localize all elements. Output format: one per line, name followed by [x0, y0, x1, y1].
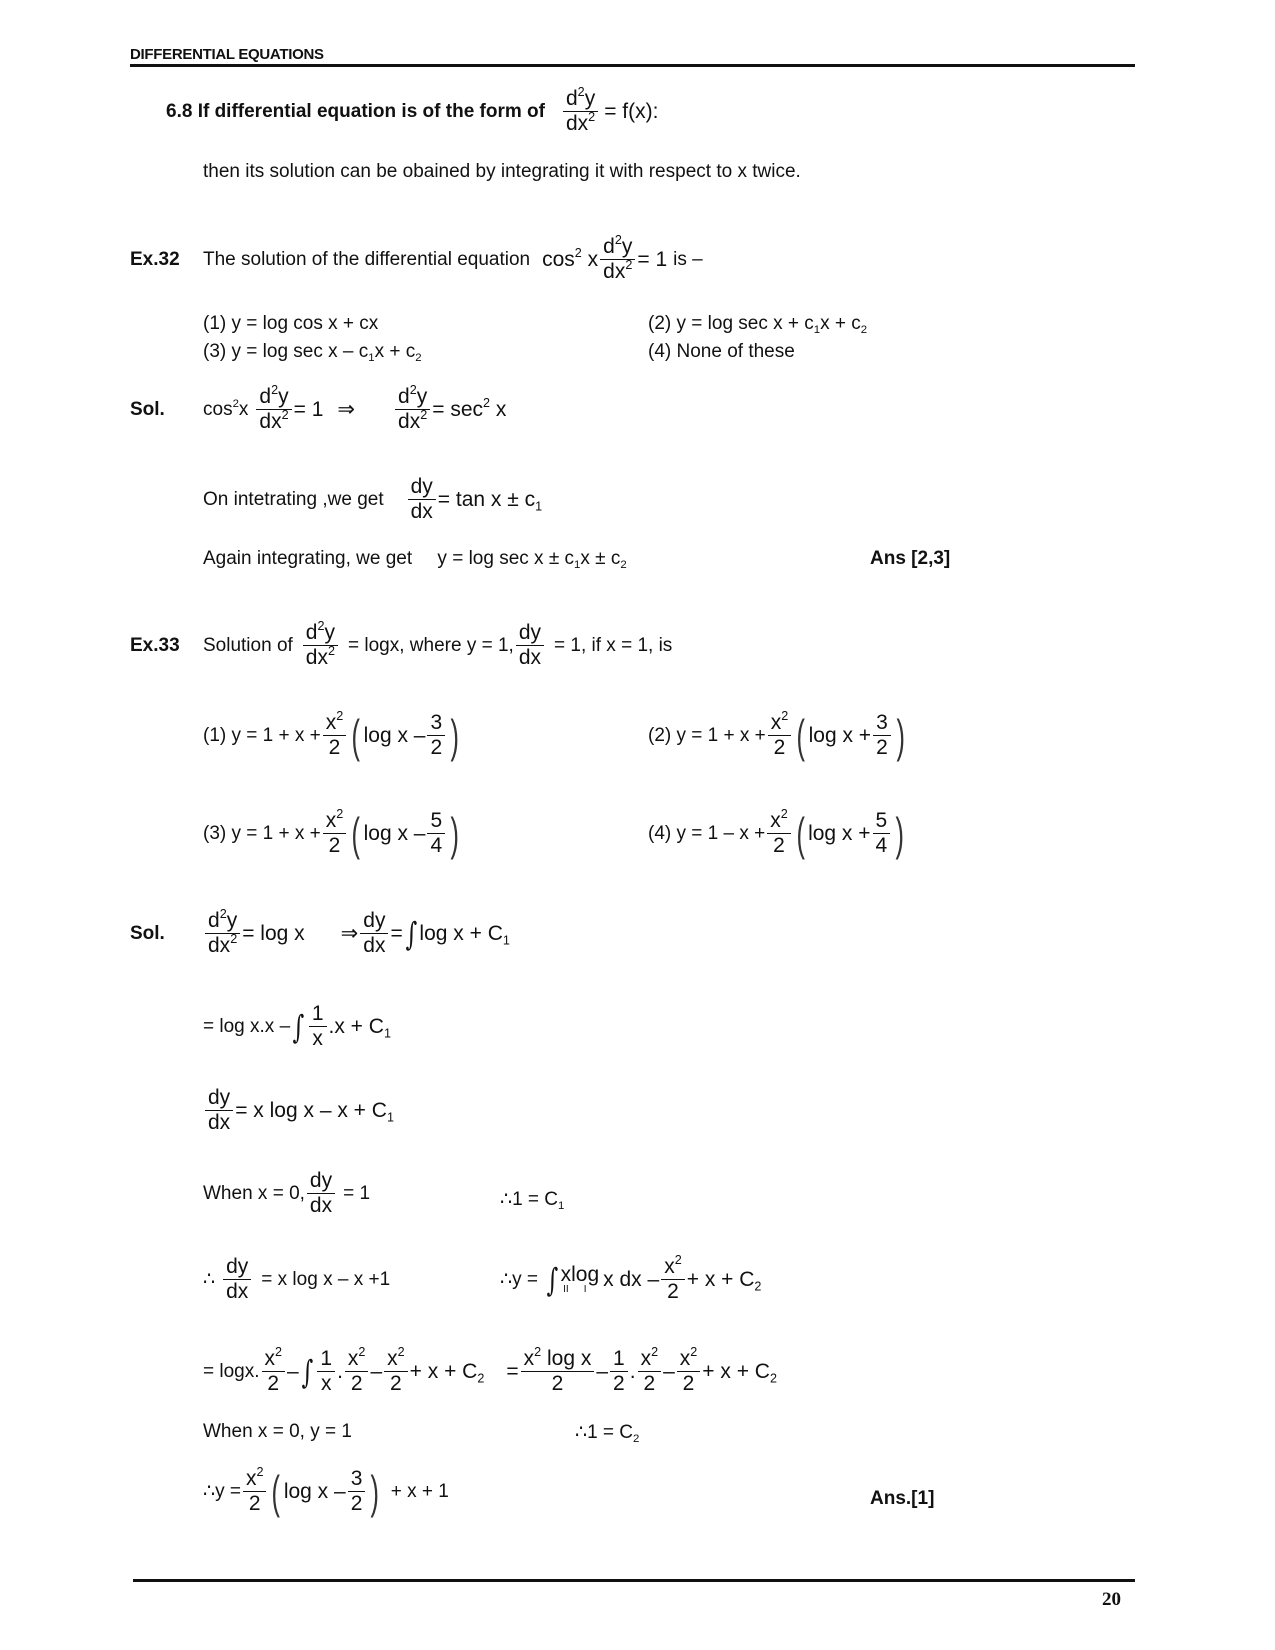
ex33-option-1: (1) y = 1 + x + $\frac{x^2}{2}$ ( log x – $\frac{3}{2}$ ): [203, 709, 460, 762]
integral-icon: ∫: [405, 914, 417, 953]
ex32-solution-line-2: [203, 476, 542, 523]
ex32-sol-fraction-2: $\frac{d^2y}{dx^2}$: [395, 386, 430, 433]
ex32-solution-line-3: Again integrating, we get $y = \log \sec x \pm c_1x \pm c_2$: [203, 548, 627, 571]
ex32-eq-prefix: $\cos^2 x$: [542, 245, 599, 271]
ex33-solution-line-1: Sol. $\frac{d^2y}{dx^2}$ = log x ⇒ $\frac{dy}{dx}$ = ∫ $\log x + C_1$: [130, 907, 510, 958]
ex32-eq-rhs: = 1: [637, 247, 668, 271]
ex32-solution-line-1: [130, 383, 507, 434]
equation-rhs: = f(x):: [604, 99, 659, 123]
ex33-q-mid: = logx, where y = 1,: [348, 634, 514, 656]
ex32-option-3: (3) $y = \log \sec x - c_1x + c_2$: [203, 341, 422, 364]
implies-icon: ⇒: [337, 398, 356, 422]
footer-rule: [133, 1579, 1135, 1582]
page-number: 20: [1102, 1589, 1121, 1610]
ex32-fraction: $\frac{d^2y}{dx^2}$: [600, 236, 635, 283]
section-description: then its solution can be obained by integrating it with respect to x twice.: [203, 161, 801, 182]
ex32-option-1: (1) y = log cos x + cx: [203, 313, 379, 334]
ex33-label: Ex.33: [130, 634, 180, 656]
ex33-option-3: (3) y = 1 + x + $\frac{x^2}{2}$ ( log x – $\frac{5}{4}$ ): [203, 807, 460, 860]
ex33-solution-line-2: = log x.x – ∫ $\frac{1}{x}$ $.x + C_1$: [203, 1002, 391, 1051]
ex33-q-pre: Solution of: [203, 634, 293, 656]
ex32-sol-rhs: = 1: [293, 397, 324, 421]
ex33-option-4: (4) y = 1 – x + $\frac{x^2}{2}$ ( log x + $\frac{5}{4}$ ): [648, 807, 905, 860]
ex33-c1-result: ∴1 = $C_1$: [500, 1189, 565, 1212]
ex33-solution-line-5-right: ∴y = ∫ x II log I x dx – $\frac{x^2}{2}$ + $x + C_2$: [500, 1253, 762, 1304]
integral-icon: ∫: [292, 1007, 305, 1046]
ex33-question: [130, 619, 673, 670]
ex33-q-post: = 1, if x = 1, is: [554, 634, 673, 656]
ex32-label: Ex.32: [130, 248, 180, 270]
ex32-answer: Ans [2,3]: [870, 548, 951, 569]
ex33-q-frac-1: $\frac{d^2y}{dx^2}$: [303, 622, 338, 669]
running-header: DIFFERENTIAL EQUATIONS: [130, 46, 324, 63]
implies-icon: ⇒: [340, 922, 359, 946]
ex33-q-frac-2: $\frac{dy}{dx}$: [516, 622, 544, 669]
ex33-solution-line-6: = logx. $\frac{x^2}{2}$ – ∫ $\frac{1}{x}$ . $\frac{x^2}{2}$ – $\frac{x^2}{2}$ + $x + C_2$ = $\frac{x^2 \log x}{2}$ – $\frac{1}{2}$ . $\frac{x^2}{2}$ – $\frac{x^2}{2}$ + $x + C_2$: [203, 1345, 777, 1396]
integral-icon: ∫: [546, 1260, 559, 1299]
ex33-solution-line-7: When x = 0, y = 1: [203, 1421, 352, 1442]
ex33-sol-label: Sol.: [130, 922, 165, 944]
ex33-option-2: (2) y = 1 + x + $\frac{x^2}{2}$ ( log x + $\frac{3}{2}$ ): [648, 709, 905, 762]
second-derivative-fraction: $\frac{d^2y}{dx^2}$: [563, 88, 598, 135]
ex33-solution-line-8: ∴y = $\frac{x^2}{2}$ ( log x – $\frac{3}{2}$ ) + x + 1: [203, 1465, 449, 1518]
ex32-sol-text-2: On intetrating ,we get: [203, 488, 384, 510]
integral-icon: ∫: [301, 1352, 313, 1391]
ex32-sol-tan: = $\tan x \pm c_1$: [437, 487, 543, 513]
ex32-question: [130, 233, 703, 284]
ex32-eq-suffix: is –: [673, 248, 703, 270]
ex33-solution-line-4: When x = 0, $\frac{dy}{dx}$ = 1: [203, 1169, 371, 1218]
ex32-sol-sec: = $\sec^2 x$: [432, 395, 507, 421]
ex32-sol-cos: $\cos^2x$: [203, 397, 249, 420]
ex33-c2-result: ∴1 = $C_2$: [575, 1422, 640, 1445]
ex32-option-2: (2) $y = \log \sec x + c_1x + c_2$: [648, 313, 868, 336]
header-rule: [130, 64, 1135, 67]
ex32-sol-label: Sol.: [130, 398, 165, 420]
section-heading: [166, 85, 659, 136]
ex32-sol-fraction-1: $\frac{d^2y}{dx^2}$: [256, 386, 291, 433]
ex33-solution-line-3: $\frac{dy}{dx}$ = x $\log x - x + C_1$: [203, 1087, 394, 1134]
ex33-solution-line-5: ∴ $\frac{dy}{dx}$ = x log x – x +1: [203, 1255, 391, 1304]
section-title: 6.8 If differential equation is of the form of: [166, 100, 545, 122]
ex32-question-text: The solution of the differential equation: [203, 248, 531, 270]
ex33-answer: Ans.[1]: [870, 1488, 935, 1509]
ex32-sol-dydx: $\frac{dy}{dx}$: [408, 476, 436, 523]
ex32-option-4: (4) None of these: [648, 341, 795, 362]
